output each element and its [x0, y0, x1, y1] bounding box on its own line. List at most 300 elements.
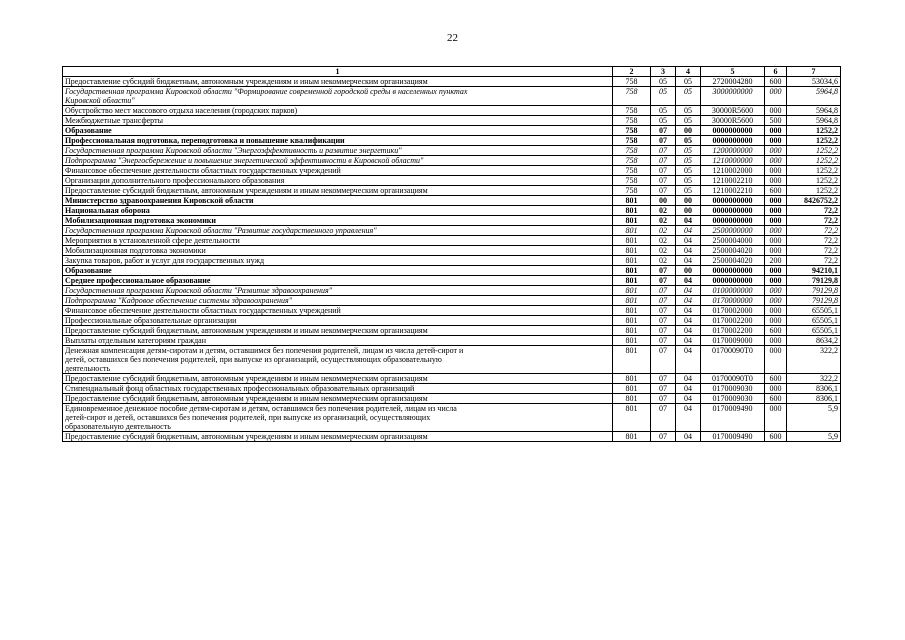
ministry-code-cell: 758 — [613, 77, 651, 87]
row-name-cell — [63, 276, 613, 286]
expense-type-cell: 000 — [765, 246, 787, 256]
expense-type-cell: 000 — [765, 166, 787, 176]
section-code-cell: 02 — [651, 236, 676, 246]
row-name-line: Образование — [65, 266, 112, 275]
amount-cell: 5964,8 — [787, 116, 841, 126]
table-row — [63, 116, 841, 126]
target-code-cell: 0000000000 — [701, 216, 765, 226]
amount-cell: 72,2 — [787, 226, 841, 236]
target-code-cell: 0170009490 — [701, 432, 765, 442]
subsection-code-cell: 05 — [676, 176, 701, 186]
target-code-cell: 0170000000 — [701, 296, 765, 306]
ministry-code-cell: 801 — [613, 196, 651, 206]
section-code-cell: 02 — [651, 226, 676, 236]
expense-type-cell: 000 — [765, 336, 787, 346]
budget-table — [62, 66, 841, 442]
row-name-line: Профессиональные образовательные организации — [65, 316, 237, 325]
subsection-code-cell: 05 — [676, 106, 701, 116]
row-name-cell — [63, 146, 613, 156]
header-cell-name: 1 — [63, 67, 613, 77]
table-row — [63, 126, 841, 136]
subsection-code-cell: 00 — [676, 206, 701, 216]
amount-cell: 1252,2 — [787, 146, 841, 156]
ministry-code-cell: 801 — [613, 404, 651, 432]
row-name-line: Предоставление субсидий бюджетным, автономным учреждениям и иным некоммерческим организациям — [65, 186, 428, 195]
row-name-line: Подпрограмма "Энергосбережение и повышение энергетической эффективности в Кировской области" — [65, 156, 424, 165]
ministry-code-cell: 801 — [613, 276, 651, 286]
amount-cell: 322,2 — [787, 374, 841, 384]
expense-type-cell: 600 — [765, 77, 787, 87]
row-name-cell — [63, 246, 613, 256]
target-code-cell: 01700090З0 — [701, 384, 765, 394]
table-row — [63, 326, 841, 336]
table-row — [63, 296, 841, 306]
row-name-cell — [63, 384, 613, 394]
row-name-line: детей, оставшихся без попечения родителей, при выпуске из организаций, осуществляющих образовательную — [65, 355, 442, 364]
expense-type-cell: 600 — [765, 186, 787, 196]
subsection-code-cell: 04 — [676, 326, 701, 336]
subsection-code-cell: 05 — [676, 87, 701, 106]
target-code-cell: 2500004020 — [701, 246, 765, 256]
row-name-line: Мобилизационная подготовка экономики — [65, 246, 206, 255]
target-code-cell: 0170002200 — [701, 316, 765, 326]
expense-type-cell: 000 — [765, 276, 787, 286]
amount-cell: 8306,1 — [787, 394, 841, 404]
table-row — [63, 306, 841, 316]
amount-cell: 72,2 — [787, 256, 841, 266]
subsection-code-cell: 04 — [676, 216, 701, 226]
section-code-cell: 07 — [651, 432, 676, 442]
expense-type-cell: 600 — [765, 326, 787, 336]
ministry-code-cell: 801 — [613, 326, 651, 336]
row-name-line: Государственная программа Кировской области "Развитие здравоохранения" — [65, 286, 333, 295]
section-code-cell: 00 — [651, 196, 676, 206]
row-name-cell — [63, 136, 613, 146]
subsection-code-cell: 04 — [676, 286, 701, 296]
target-code-cell: 2720004280 — [701, 77, 765, 87]
row-name-line: Предоставление субсидий бюджетным, автономным учреждениям и иным некоммерческим организациям — [65, 326, 428, 335]
table-row — [63, 186, 841, 196]
expense-type-cell: 000 — [765, 306, 787, 316]
amount-cell: 5,9 — [787, 432, 841, 442]
row-name-cell — [63, 186, 613, 196]
row-name-cell — [63, 432, 613, 442]
amount-cell: 79129,8 — [787, 286, 841, 296]
expense-type-cell: 000 — [765, 146, 787, 156]
ministry-code-cell: 758 — [613, 136, 651, 146]
row-name-cell — [63, 206, 613, 216]
row-name-cell — [63, 196, 613, 206]
amount-cell: 65505,1 — [787, 306, 841, 316]
section-code-cell: 05 — [651, 116, 676, 126]
row-name-cell — [63, 106, 613, 116]
row-name-line: Кировской области" — [65, 96, 135, 105]
row-name-line: Стипендиальный фонд областных государственных профессиональных образовательных организаций — [65, 384, 415, 393]
section-code-cell: 07 — [651, 394, 676, 404]
row-name-line: Государственная программа Кировской области "Развитие государственного управления" — [65, 226, 377, 235]
ministry-code-cell: 801 — [613, 384, 651, 394]
header-cell-section: 3 — [651, 67, 676, 77]
row-name-line: Предоставление субсидий бюджетным, автономным учреждениям и иным некоммерческим организациям — [65, 432, 428, 441]
table-row — [63, 196, 841, 206]
section-code-cell: 05 — [651, 87, 676, 106]
target-code-cell: 0000000000 — [701, 196, 765, 206]
ministry-code-cell: 758 — [613, 176, 651, 186]
row-name-line: Межбюджетные трансферты — [65, 116, 163, 125]
target-code-cell: 0000000000 — [701, 266, 765, 276]
row-name-cell — [63, 336, 613, 346]
target-code-cell: 1210002210 — [701, 176, 765, 186]
section-code-cell: 02 — [651, 216, 676, 226]
expense-type-cell: 200 — [765, 256, 787, 266]
section-code-cell: 07 — [651, 276, 676, 286]
table-row — [63, 346, 841, 374]
subsection-code-cell: 04 — [676, 256, 701, 266]
amount-cell: 72,2 — [787, 246, 841, 256]
section-code-cell: 07 — [651, 404, 676, 432]
expense-type-cell: 000 — [765, 296, 787, 306]
amount-cell: 72,2 — [787, 216, 841, 226]
ministry-code-cell: 758 — [613, 146, 651, 156]
amount-cell: 72,2 — [787, 236, 841, 246]
ministry-code-cell: 801 — [613, 256, 651, 266]
row-name-cell — [63, 87, 613, 106]
table-row — [63, 384, 841, 394]
amount-cell: 65505,1 — [787, 326, 841, 336]
row-name-line: Среднее профессиональное образование — [65, 276, 211, 285]
amount-cell: 79129,8 — [787, 296, 841, 306]
row-name-line: Единовременное денежное пособие детям-сиротам и детям, оставшимся без попечения родителей, лицам из числа — [65, 404, 457, 413]
expense-type-cell: 000 — [765, 156, 787, 166]
subsection-code-cell: 04 — [676, 394, 701, 404]
ministry-code-cell: 758 — [613, 156, 651, 166]
ministry-code-cell: 758 — [613, 126, 651, 136]
section-code-cell: 05 — [651, 106, 676, 116]
subsection-code-cell: 00 — [676, 266, 701, 276]
section-code-cell: 07 — [651, 346, 676, 374]
amount-cell: 79129,8 — [787, 276, 841, 286]
header-cell-subsection: 4 — [676, 67, 701, 77]
ministry-code-cell: 801 — [613, 306, 651, 316]
target-code-cell: 1210002210 — [701, 186, 765, 196]
subsection-code-cell: 05 — [676, 116, 701, 126]
target-code-cell: 0170009490 — [701, 404, 765, 432]
amount-cell: 1252,2 — [787, 166, 841, 176]
amount-cell: 1252,2 — [787, 176, 841, 186]
section-code-cell: 07 — [651, 136, 676, 146]
row-name-cell — [63, 404, 613, 432]
amount-cell: 8634,2 — [787, 336, 841, 346]
section-code-cell: 07 — [651, 126, 676, 136]
row-name-line: Денежная компенсация детям-сиротам и детям, оставшимся без попечения родителей, лицам из числа детей-сирот и — [65, 346, 464, 355]
ministry-code-cell: 801 — [613, 246, 651, 256]
expense-type-cell: 600 — [765, 432, 787, 442]
ministry-code-cell: 758 — [613, 166, 651, 176]
amount-cell: 5,9 — [787, 404, 841, 432]
target-code-cell: 1200000000 — [701, 146, 765, 156]
row-name-line: Образование — [65, 126, 112, 135]
row-name-line: Мероприятия в установленной сфере деятельности — [65, 236, 240, 245]
table-row — [63, 87, 841, 106]
target-code-cell: 0100000000 — [701, 286, 765, 296]
section-code-cell: 07 — [651, 166, 676, 176]
ministry-code-cell: 801 — [613, 216, 651, 226]
subsection-code-cell: 05 — [676, 186, 701, 196]
subsection-code-cell: 05 — [676, 77, 701, 87]
table-row — [63, 246, 841, 256]
amount-cell: 53034,6 — [787, 77, 841, 87]
target-code-cell: 01700090Т0 — [701, 346, 765, 374]
subsection-code-cell: 04 — [676, 404, 701, 432]
expense-type-cell: 000 — [765, 206, 787, 216]
target-code-cell: 01700090Т0 — [701, 374, 765, 384]
expense-type-cell: 000 — [765, 316, 787, 326]
ministry-code-cell: 801 — [613, 226, 651, 236]
row-name-cell — [63, 116, 613, 126]
section-code-cell: 07 — [651, 306, 676, 316]
subsection-code-cell: 05 — [676, 136, 701, 146]
section-code-cell: 07 — [651, 296, 676, 306]
ministry-code-cell: 801 — [613, 296, 651, 306]
ministry-code-cell: 801 — [613, 374, 651, 384]
expense-type-cell: 000 — [765, 236, 787, 246]
expense-type-cell: 000 — [765, 176, 787, 186]
header-cell-ministry: 2 — [613, 67, 651, 77]
section-code-cell: 05 — [651, 77, 676, 87]
target-code-cell: 2500000000 — [701, 226, 765, 236]
amount-cell: 72,2 — [787, 206, 841, 216]
table-row — [63, 432, 841, 442]
row-name-line: Министерство здравоохранения Кировской области — [65, 196, 254, 205]
section-code-cell: 07 — [651, 326, 676, 336]
subsection-code-cell: 00 — [676, 126, 701, 136]
row-name-cell — [63, 256, 613, 266]
table-row — [63, 404, 841, 432]
row-name-cell — [63, 77, 613, 87]
row-name-line: Обустройство мест массового отдыха населения (городских парков) — [65, 106, 298, 115]
amount-cell: 1252,2 — [787, 126, 841, 136]
table-row — [63, 216, 841, 226]
ministry-code-cell: 758 — [613, 116, 651, 126]
row-name-cell — [63, 156, 613, 166]
target-code-cell: 0170009000 — [701, 336, 765, 346]
row-name-line: Предоставление субсидий бюджетным, автономным учреждениям и иным некоммерческим организациям — [65, 374, 428, 383]
row-name-line: Национальная оборона — [65, 206, 150, 215]
ministry-code-cell: 801 — [613, 336, 651, 346]
section-code-cell: 07 — [651, 186, 676, 196]
table-row — [63, 316, 841, 326]
section-code-cell: 07 — [651, 176, 676, 186]
section-code-cell: 07 — [651, 384, 676, 394]
table-row — [63, 336, 841, 346]
table-row — [63, 146, 841, 156]
ministry-code-cell: 801 — [613, 346, 651, 374]
table-row — [63, 374, 841, 384]
table-row — [63, 276, 841, 286]
row-name-cell — [63, 236, 613, 246]
table-row — [63, 226, 841, 236]
row-name-line: Организации дополнительного профессионального образования — [65, 176, 285, 185]
row-name-line: Выплаты отдельным категориям граждан — [65, 336, 206, 345]
row-name-line: Государственная программа Кировской области "Энергоэффективность и развитие энергетики" — [65, 146, 402, 155]
expense-type-cell: 000 — [765, 384, 787, 394]
row-name-cell — [63, 326, 613, 336]
ministry-code-cell: 801 — [613, 266, 651, 276]
header-cell-expense-type: 6 — [765, 67, 787, 77]
table-row — [63, 156, 841, 166]
subsection-code-cell: 04 — [676, 432, 701, 442]
section-code-cell: 07 — [651, 316, 676, 326]
row-name-line: деятельность — [65, 364, 111, 373]
target-code-cell: 2500004000 — [701, 236, 765, 246]
subsection-code-cell: 04 — [676, 316, 701, 326]
amount-cell: 5964,8 — [787, 106, 841, 116]
row-name-cell — [63, 346, 613, 374]
amount-cell: 322,2 — [787, 346, 841, 374]
table-row — [63, 206, 841, 216]
section-code-cell: 07 — [651, 286, 676, 296]
row-name-line: Предоставление субсидий бюджетным, автономным учреждениям и иным некоммерческим организациям — [65, 394, 428, 403]
ministry-code-cell: 801 — [613, 206, 651, 216]
target-code-cell: 01700090З0 — [701, 394, 765, 404]
amount-cell: 1252,2 — [787, 156, 841, 166]
amount-cell: 94210,1 — [787, 266, 841, 276]
subsection-code-cell: 04 — [676, 306, 701, 316]
target-code-cell: 1210002000 — [701, 166, 765, 176]
row-name-cell — [63, 296, 613, 306]
table-header-row — [63, 67, 841, 77]
expense-type-cell: 000 — [765, 126, 787, 136]
row-name-line: Государственная программа Кировской области "Формирование современной городской среды в населенных пунктах — [65, 87, 468, 96]
row-name-line: Закупка товаров, работ и услуг для государственных нужд — [65, 256, 265, 265]
table-row — [63, 166, 841, 176]
target-code-cell: 30000R5600 — [701, 106, 765, 116]
row-name-cell — [63, 216, 613, 226]
row-name-cell — [63, 166, 613, 176]
row-name-cell — [63, 226, 613, 236]
subsection-code-cell: 04 — [676, 346, 701, 374]
expense-type-cell: 600 — [765, 394, 787, 404]
subsection-code-cell: 04 — [676, 296, 701, 306]
header-cell-target: 5 — [701, 67, 765, 77]
target-code-cell: 0000000000 — [701, 276, 765, 286]
section-code-cell: 07 — [651, 156, 676, 166]
row-name-cell — [63, 266, 613, 276]
section-code-cell: 07 — [651, 266, 676, 276]
expense-type-cell: 000 — [765, 226, 787, 236]
row-name-line: образовательную деятельность — [65, 422, 171, 431]
ministry-code-cell: 801 — [613, 286, 651, 296]
subsection-code-cell: 04 — [676, 374, 701, 384]
subsection-code-cell: 04 — [676, 276, 701, 286]
subsection-code-cell: 05 — [676, 166, 701, 176]
subsection-code-cell: 04 — [676, 236, 701, 246]
subsection-code-cell: 05 — [676, 156, 701, 166]
table-row — [63, 77, 841, 87]
row-name-cell — [63, 374, 613, 384]
expense-type-cell: 000 — [765, 404, 787, 432]
ministry-code-cell: 801 — [613, 316, 651, 326]
row-name-cell — [63, 286, 613, 296]
subsection-code-cell: 04 — [676, 384, 701, 394]
expense-type-cell: 000 — [765, 216, 787, 226]
amount-cell: 8426752,2 — [787, 196, 841, 206]
table-row — [63, 286, 841, 296]
row-name-cell — [63, 316, 613, 326]
row-name-cell — [63, 394, 613, 404]
row-name-line: Финансовое обеспечение деятельности областных государственных учреждений — [65, 166, 341, 175]
ministry-code-cell: 801 — [613, 394, 651, 404]
target-code-cell: 0170002000 — [701, 306, 765, 316]
table-row — [63, 256, 841, 266]
amount-cell: 65505,1 — [787, 316, 841, 326]
expense-type-cell: 000 — [765, 346, 787, 374]
target-code-cell: 0170002200 — [701, 326, 765, 336]
ministry-code-cell: 801 — [613, 432, 651, 442]
section-code-cell: 02 — [651, 206, 676, 216]
row-name-cell — [63, 126, 613, 136]
expense-type-cell: 000 — [765, 87, 787, 106]
amount-cell: 8306,1 — [787, 384, 841, 394]
amount-cell: 5964,8 — [787, 87, 841, 106]
ministry-code-cell: 758 — [613, 106, 651, 116]
subsection-code-cell: 04 — [676, 226, 701, 236]
target-code-cell: 0000000000 — [701, 136, 765, 146]
row-name-line: детей-сирот и детей, оставшихся без попечения родителей, при выпуске из организаций, осуществляющих — [65, 413, 431, 422]
section-code-cell: 02 — [651, 246, 676, 256]
expense-type-cell: 000 — [765, 286, 787, 296]
target-code-cell: 0000000000 — [701, 126, 765, 136]
expense-type-cell: 600 — [765, 374, 787, 384]
amount-cell: 1252,2 — [787, 186, 841, 196]
table-row — [63, 176, 841, 186]
section-code-cell: 07 — [651, 374, 676, 384]
row-name-line: Профессиональная подготовка, переподготовка и повышение квалификации — [65, 136, 345, 145]
table-row — [63, 394, 841, 404]
row-name-cell — [63, 176, 613, 186]
table-row — [63, 136, 841, 146]
expense-type-cell: 000 — [765, 106, 787, 116]
row-name-line: Мобилизационная подготовка экономики — [65, 216, 217, 225]
expense-type-cell: 000 — [765, 196, 787, 206]
ministry-code-cell: 758 — [613, 186, 651, 196]
row-name-line: Предоставление субсидий бюджетным, автономным учреждениям и иным некоммерческим организациям — [65, 77, 428, 86]
expense-type-cell: 000 — [765, 136, 787, 146]
target-code-cell: 30000R5600 — [701, 116, 765, 126]
header-cell-amount: 7 — [787, 67, 841, 77]
row-name-cell — [63, 306, 613, 316]
section-code-cell: 07 — [651, 146, 676, 156]
subsection-code-cell: 04 — [676, 336, 701, 346]
subsection-code-cell: 05 — [676, 146, 701, 156]
subsection-code-cell: 00 — [676, 196, 701, 206]
target-code-cell: 3000000000 — [701, 87, 765, 106]
target-code-cell: 0000000000 — [701, 206, 765, 216]
row-name-line: Финансовое обеспечение деятельности областных государственных учреждений — [65, 306, 341, 315]
subsection-code-cell: 04 — [676, 246, 701, 256]
row-name-line: Подпрограмма "Кадровое обеспечение системы здравоохранения" — [65, 296, 293, 305]
amount-cell: 1252,2 — [787, 136, 841, 146]
expense-type-cell: 000 — [765, 266, 787, 276]
target-code-cell: 2500004020 — [701, 256, 765, 266]
expense-type-cell: 500 — [765, 116, 787, 126]
ministry-code-cell: 758 — [613, 87, 651, 106]
table-row — [63, 266, 841, 276]
table-row — [63, 106, 841, 116]
page-number: 22 — [447, 32, 458, 44]
section-code-cell: 07 — [651, 336, 676, 346]
section-code-cell: 02 — [651, 256, 676, 266]
